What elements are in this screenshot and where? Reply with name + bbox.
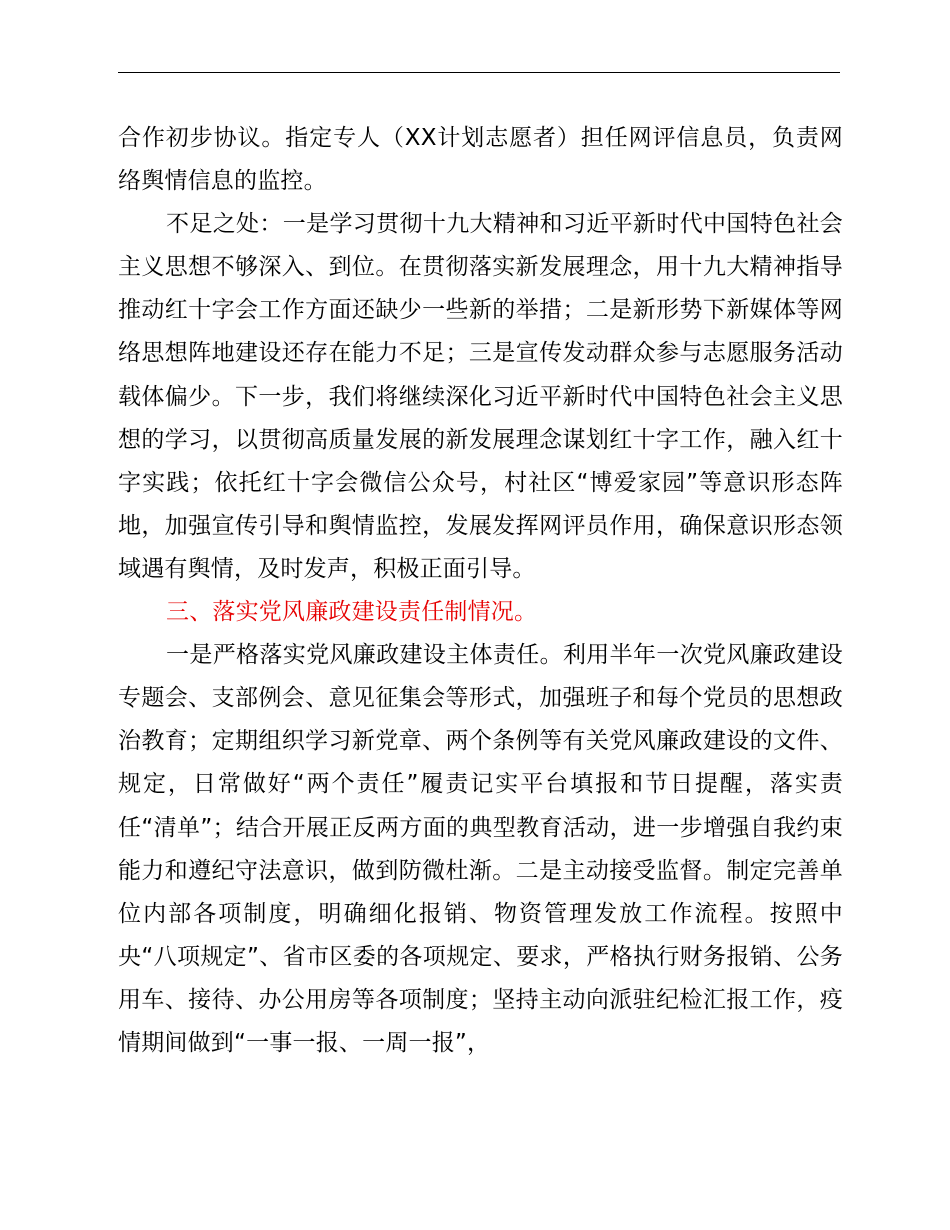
document-body (118, 117, 843, 1065)
paragraph-shortcomings: 不足之处：一是学习贯彻十九大精神和习近平新时代中国特色社会主义思想不够深入、到位。在贯彻落实新发展理念，用十九大精神指导推动红十字会工作方面还缺少一些新的举措；二是新形势下新媒体等网络思想阵地建设还存在能力不足；三是宣传发动群众参与志愿服务活动载体偏少。下一步，我们将继续深化习近平新时代中国特色社会主义思想的学习，以贯彻高质量发展的新发展理念谋划红十字工作，融入红十字实践；依托红十字会微信公众号，村社区“博爱家园”等意识形态阵地，加强宣传引导和舆情监控，发展发挥网评员作用，确保意识形态领域遇有舆情，及时发声，积极正面引导。 (118, 211, 843, 582)
header-rule (118, 72, 840, 73)
paragraph-section-body: 一是严格落实党风廉政建设主体责任。利用半年一次党风廉政建设专题会、支部例会、意见征集会等形式，加强班子和每个党员的思想政治教育；定期组织学习新党章、两个条例等有关党风廉政建设的文件、规定，日常做好“两个责任”履责记实平台填报和节日提醒，落实责任“清单”；结合开展正反两方面的典型教育活动，进一步增强自我约束能力和遵纪守法意识，做到防微杜渐。二是主动接受监督。制定完善单位内部各项制度，明确细化报销、物资管理发放工作流程。按照中央“八项规定”、省市区委的各项规定、要求，严格执行财务报销、公务用车、接待、办公用房等各项制度；坚持主动向派驻纪检汇报工作，疫情期间做到“一事一报、一周一报”， (118, 642, 843, 1056)
section-heading: 三、落实党风廉政建设责任制情况。 (166, 599, 538, 626)
paragraph-continuation: 合作初步协议。指定专人（XX计划志愿者）担任网评信息员，负责网络舆情信息的监控。 (118, 125, 843, 195)
